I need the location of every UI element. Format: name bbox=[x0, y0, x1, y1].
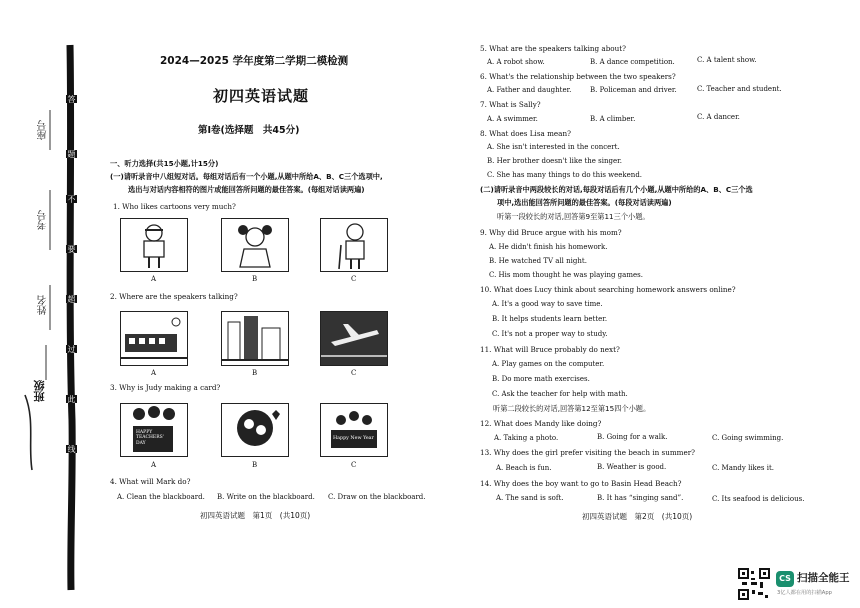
q5-option-a: A. A robot show. bbox=[487, 58, 545, 66]
pen-mark bbox=[25, 395, 32, 470]
q3-label-c: C bbox=[351, 461, 357, 469]
airport-icon bbox=[321, 312, 387, 365]
page2-footer: 初四英语试题 第2页 (共10页) bbox=[582, 512, 693, 521]
boy-icon bbox=[121, 219, 187, 271]
qr-code-icon bbox=[738, 568, 770, 600]
question-7: 7. What is Sally? bbox=[480, 100, 541, 109]
q13-option-b: B. Weather is good. bbox=[597, 463, 667, 471]
question-11: 11. What will Bruce probably do next? bbox=[480, 345, 620, 354]
camscanner-logo-icon: CS bbox=[776, 571, 794, 587]
exam-label: 考号 bbox=[38, 210, 49, 230]
page1-footer: 初四英语试题 第1页 (共10页) bbox=[200, 511, 311, 520]
q9-option-c: C. His mom thought he was playing games. bbox=[489, 271, 643, 279]
q8-option-a: A. She isn't interested in the concert. bbox=[487, 143, 620, 151]
part1-instruction-1: (一)请听录音中八组短对话。每组对话后有一个小题,从题中所给A、B、C三个选项中, bbox=[110, 172, 383, 181]
q2-picture-b bbox=[221, 311, 289, 366]
q3-picture-b bbox=[221, 403, 289, 457]
q9-option-b: B. He watched TV all night. bbox=[489, 257, 587, 265]
q3-picture-c bbox=[320, 403, 388, 457]
question-12: 12. What does Mandy like doing? bbox=[480, 419, 602, 428]
city-street-icon bbox=[222, 312, 288, 365]
q6-option-c: C. Teacher and student. bbox=[697, 85, 782, 93]
binding-bar bbox=[70, 45, 72, 590]
q14-option-c: C. Its seafood is delicious. bbox=[712, 495, 805, 503]
scanner-tagline: 3亿人都在用的扫描App bbox=[777, 590, 832, 596]
q1-picture-b bbox=[221, 218, 289, 272]
q13-option-a: A. Beach is fun. bbox=[496, 464, 552, 472]
question-14: 14. Why does the boy want to go to Basin Head Beach? bbox=[480, 479, 682, 488]
q7-option-a: A. A swimmer. bbox=[487, 115, 538, 123]
paper-title: 初四英语试题 bbox=[213, 87, 310, 105]
q2-label-a: A bbox=[151, 369, 157, 377]
q1-label-a: A bbox=[151, 275, 157, 283]
card-a-text: HAPPY TEACHERS' DAY bbox=[136, 430, 164, 446]
q11-option-c: C. Ask the teacher for help with math. bbox=[492, 390, 628, 398]
new-year-card-icon bbox=[321, 404, 387, 456]
q2-label-c: C bbox=[351, 369, 357, 377]
train-station-icon bbox=[121, 312, 187, 365]
q13-option-c: C. Mandy likes it. bbox=[712, 464, 775, 472]
q3-label-b: B bbox=[252, 461, 258, 469]
cut-mark: 题 bbox=[67, 150, 76, 158]
question-10: 10. What does Lucy think about searching homework answers online? bbox=[480, 285, 736, 294]
q10-option-a: A. It's a good way to save time. bbox=[492, 300, 603, 308]
q14-option-b: B. It has “singing sand”. bbox=[597, 494, 684, 502]
cut-mark: 线 bbox=[67, 445, 76, 453]
part2-instruction-2: 项中,选出能回答所问题的最佳答案。(每段对话读两遍) bbox=[497, 198, 672, 207]
binding-strip bbox=[0, 0, 95, 608]
girl-icon bbox=[222, 219, 288, 271]
cut-mark: 此 bbox=[67, 395, 76, 403]
dialog2-intro: 听第二段较长的对话,回答第12至第15四个小题。 bbox=[493, 404, 651, 413]
seat-label: 座号 bbox=[38, 120, 49, 140]
cut-mark: 答 bbox=[67, 95, 76, 103]
cut-mark: 要 bbox=[67, 245, 76, 253]
question-9: 9. Why did Bruce argue with his mom? bbox=[480, 228, 622, 237]
q2-label-b: B bbox=[252, 369, 258, 377]
q4-option-c: C. Draw on the blackboard. bbox=[328, 493, 426, 501]
q5-option-b: B. A dance competition. bbox=[590, 58, 675, 66]
q10-option-b: B. It helps students learn better. bbox=[492, 315, 608, 323]
section-heading: 一、听力选择(共15小题,计15分) bbox=[110, 159, 219, 168]
old-man-icon bbox=[321, 219, 387, 271]
q14-option-a: A. The sand is soft. bbox=[496, 494, 564, 502]
q4-option-b: B. Write on the blackboard. bbox=[217, 493, 315, 501]
q1-picture-a bbox=[120, 218, 188, 272]
q1-label-b: B bbox=[252, 275, 258, 283]
q11-option-a: A. Play games on the computer. bbox=[492, 360, 605, 368]
cut-mark: 超 bbox=[67, 295, 76, 303]
class-label: 班级 bbox=[33, 380, 46, 402]
question-1: 1. Who likes cartoons very much? bbox=[113, 202, 236, 211]
q10-option-c: C. It's not a proper way to study. bbox=[492, 330, 608, 338]
question-6: 6. What's the relationship between the two speakers? bbox=[480, 72, 676, 81]
part1-instruction-2: 选出与对话内容相符的图片或能回答所问题的最佳答案。(每组对话读两遍) bbox=[128, 185, 365, 194]
name-label: 姓名 bbox=[38, 295, 49, 315]
mother-child-card-icon bbox=[222, 404, 288, 456]
q6-option-b: B. Policeman and driver. bbox=[590, 86, 677, 94]
question-13: 13. Why does the girl prefer visiting the beach in summer? bbox=[480, 448, 696, 457]
part2-instruction-1: (二)请听录音中两段较长的对话,每段对话后有几个小题,从题中所给的A、B、C三个选 bbox=[480, 185, 753, 194]
card-c-text: Happy New Year bbox=[333, 436, 374, 441]
q2-picture-c bbox=[320, 311, 388, 366]
q11-option-b: B. Do more math exercises. bbox=[492, 375, 590, 383]
q5-option-c: C. A talent show. bbox=[697, 56, 757, 64]
q7-option-c: C. A dancer. bbox=[697, 113, 740, 121]
q8-option-b: B. Her brother doesn't like the singer. bbox=[487, 157, 622, 165]
question-3: 3. Why is Judy making a card? bbox=[110, 383, 221, 392]
q2-picture-a bbox=[120, 311, 188, 366]
q7-option-b: B. A climber. bbox=[590, 115, 636, 123]
q9-option-a: A. He didn't finish his homework. bbox=[489, 243, 608, 251]
volume-heading: 第Ⅰ卷(选择题 共45分) bbox=[198, 125, 300, 136]
q1-picture-c bbox=[320, 218, 388, 272]
cut-mark: 过 bbox=[67, 345, 76, 353]
q12-option-b: B. Going for a walk. bbox=[597, 433, 668, 441]
q12-option-c: C. Going swimming. bbox=[712, 434, 784, 442]
scanner-app-name: 扫描全能王 bbox=[797, 572, 850, 584]
question-4: 4. What will Mark do? bbox=[110, 477, 191, 486]
dialog1-intro: 听第一段较长的对话,回答第9至第11三个小题。 bbox=[497, 212, 650, 221]
q8-option-c: C. She has many things to do this weekend. bbox=[487, 171, 643, 179]
school-year-heading: 2024—2025 学年度第二学期二模检测 bbox=[160, 55, 349, 67]
question-5: 5. What are the speakers talking about? bbox=[480, 44, 627, 53]
q6-option-a: A. Father and daughter. bbox=[487, 86, 572, 94]
q12-option-a: A. Taking a photo. bbox=[494, 434, 559, 442]
q4-option-a: A. Clean the blackboard. bbox=[117, 493, 205, 501]
cut-mark: 不 bbox=[67, 195, 76, 203]
q1-label-c: C bbox=[351, 275, 357, 283]
q3-picture-a bbox=[120, 403, 188, 457]
question-2: 2. Where are the speakers talking? bbox=[110, 292, 238, 301]
question-8: 8. What does Lisa mean? bbox=[480, 129, 571, 138]
q3-label-a: A bbox=[151, 461, 157, 469]
